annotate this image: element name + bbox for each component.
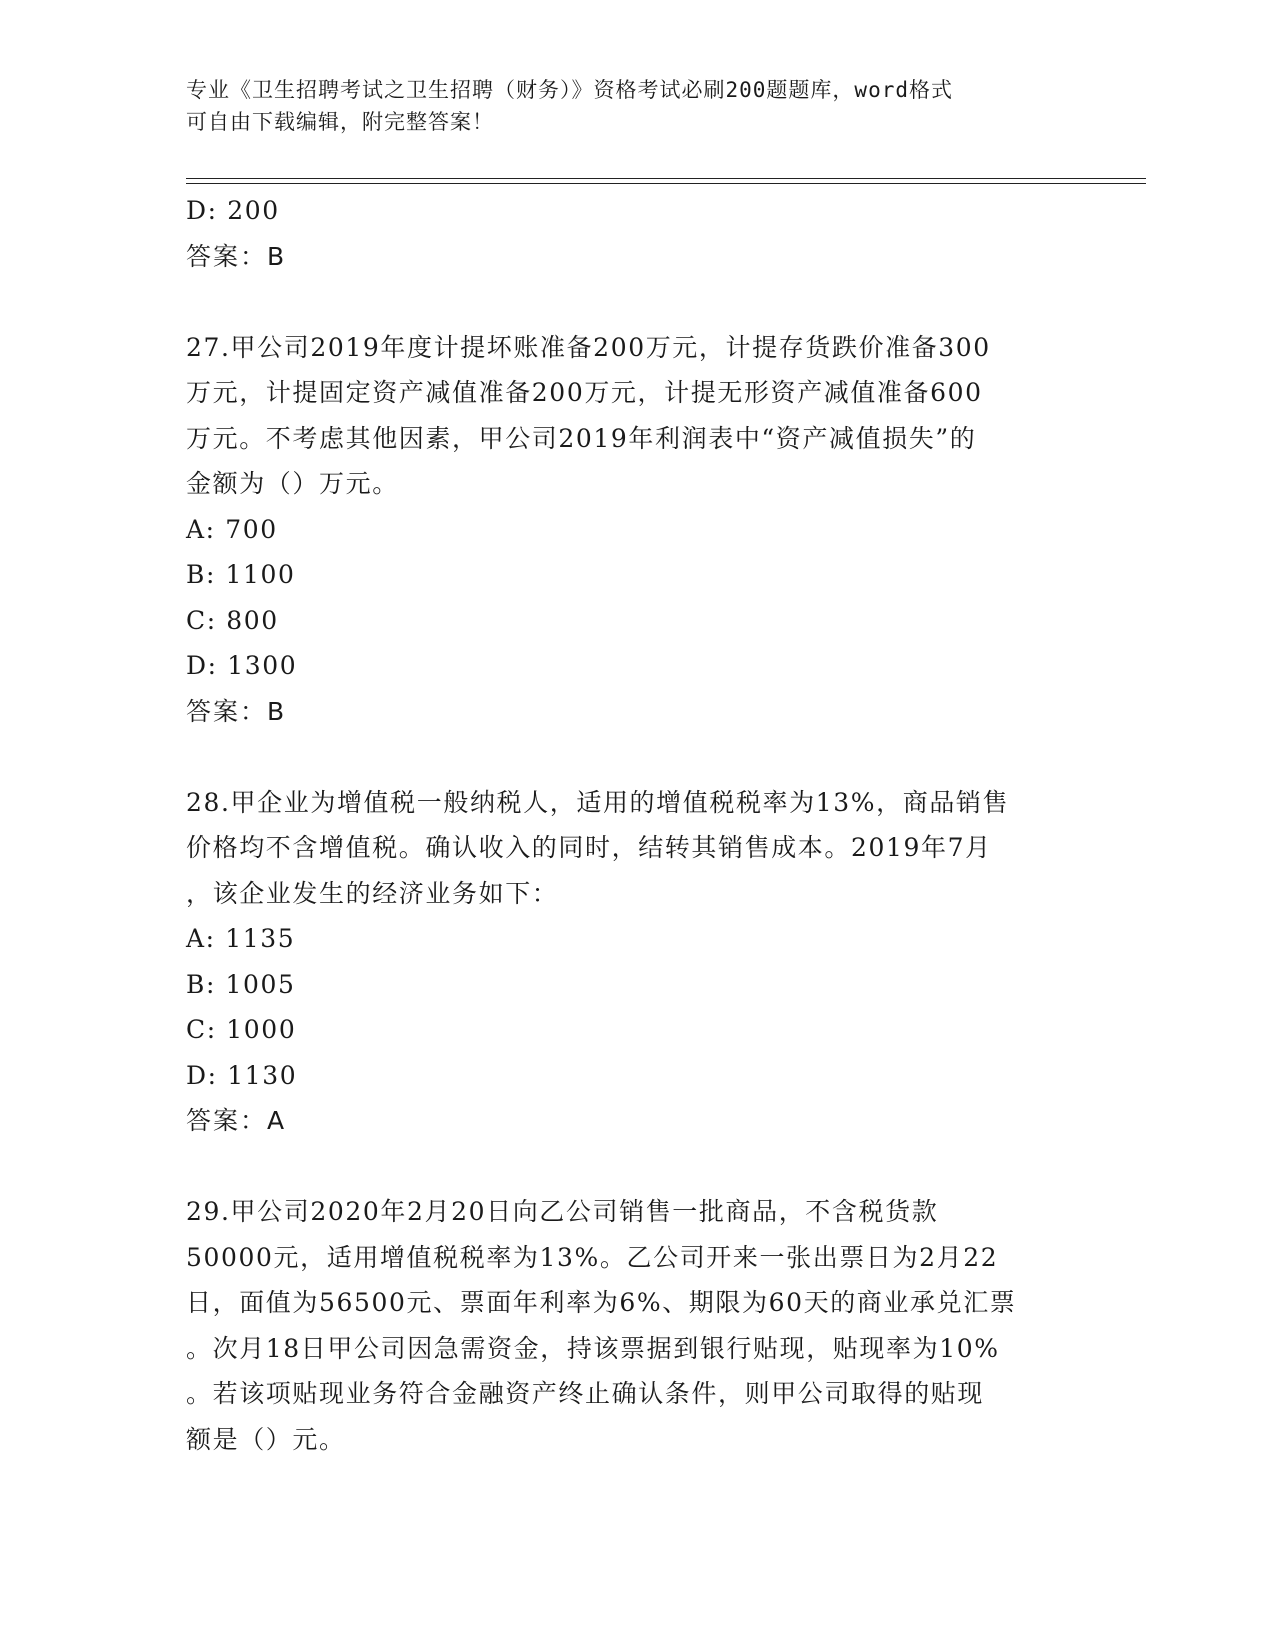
question-text-line: ，该企业发生的经济业务如下： xyxy=(186,878,559,908)
question-text-line: 价格均不含增值税。确认收入的同时，结转其销售成本。2019年7月 xyxy=(186,833,992,862)
answer-line: 答案：B xyxy=(186,241,287,271)
question-29 xyxy=(186,1189,1086,1462)
option-c: C: 800 xyxy=(186,605,279,635)
question-text-line: 万元，计提固定资产减值准备200万元，计提无形资产减值准备600 xyxy=(186,378,983,407)
document-body xyxy=(186,188,1086,1462)
question-text-line: 50000元，适用增值税税率为13%。乙公司开来一张出票日为2月22 xyxy=(186,1242,999,1272)
answer-line: 答案：B xyxy=(186,696,287,726)
option-d: D: 1300 xyxy=(186,651,298,680)
spacer xyxy=(186,1144,1086,1190)
answer-line: 答案：A xyxy=(186,1106,287,1135)
question-text-line: 额是（）元。 xyxy=(186,1424,346,1454)
header-line-2: 可自由下载编辑，附完整答案！ xyxy=(186,110,494,134)
spacer xyxy=(186,279,1086,325)
question-text-line: 日，面值为56500元、票面年利率为6%、期限为60天的商业承兑汇票 xyxy=(186,1288,1017,1317)
spacer xyxy=(186,734,1086,780)
option-b: B: 1100 xyxy=(186,560,296,589)
option-a: A: 700 xyxy=(186,514,278,544)
option-d: D: 200 xyxy=(186,196,280,225)
page-header xyxy=(186,74,1066,138)
question-text-line: 金额为（）万元。 xyxy=(186,469,399,498)
question-text-line: 。若该项贴现业务符合金融资产终止确认条件，则甲公司取得的贴现 xyxy=(186,1379,985,1408)
option-c: C: 1000 xyxy=(186,1015,297,1044)
header-divider xyxy=(186,178,1146,184)
option-a: A: 1135 xyxy=(186,924,296,953)
question-text-line: 万元。不考虑其他因素，甲公司2019年利润表中“资产减值损失”的 xyxy=(186,423,977,453)
header-line-1: 专业《卫生招聘考试之卫生招聘（财务）》资格考试必刷200题题库，word格式 xyxy=(186,78,953,102)
question-text-line: 28.甲企业为增值税一般纳税人，适用的增值税税率为13%，商品销售 xyxy=(186,787,1010,817)
question-28 xyxy=(186,780,1086,1144)
question-text-line: 29.甲公司2020年2月20日向乙公司销售一批商品，不含税货款 xyxy=(186,1197,939,1226)
option-b: B: 1005 xyxy=(186,969,296,999)
question-text-line: 。次月18日甲公司因急需资金，持该票据到银行贴现，贴现率为10% xyxy=(186,1333,1000,1363)
question-27 xyxy=(186,325,1086,735)
option-d: D: 1130 xyxy=(186,1060,298,1090)
question-text-line: 27.甲公司2019年度计提坏账准备200万元，计提存货跌价准备300 xyxy=(186,332,991,362)
